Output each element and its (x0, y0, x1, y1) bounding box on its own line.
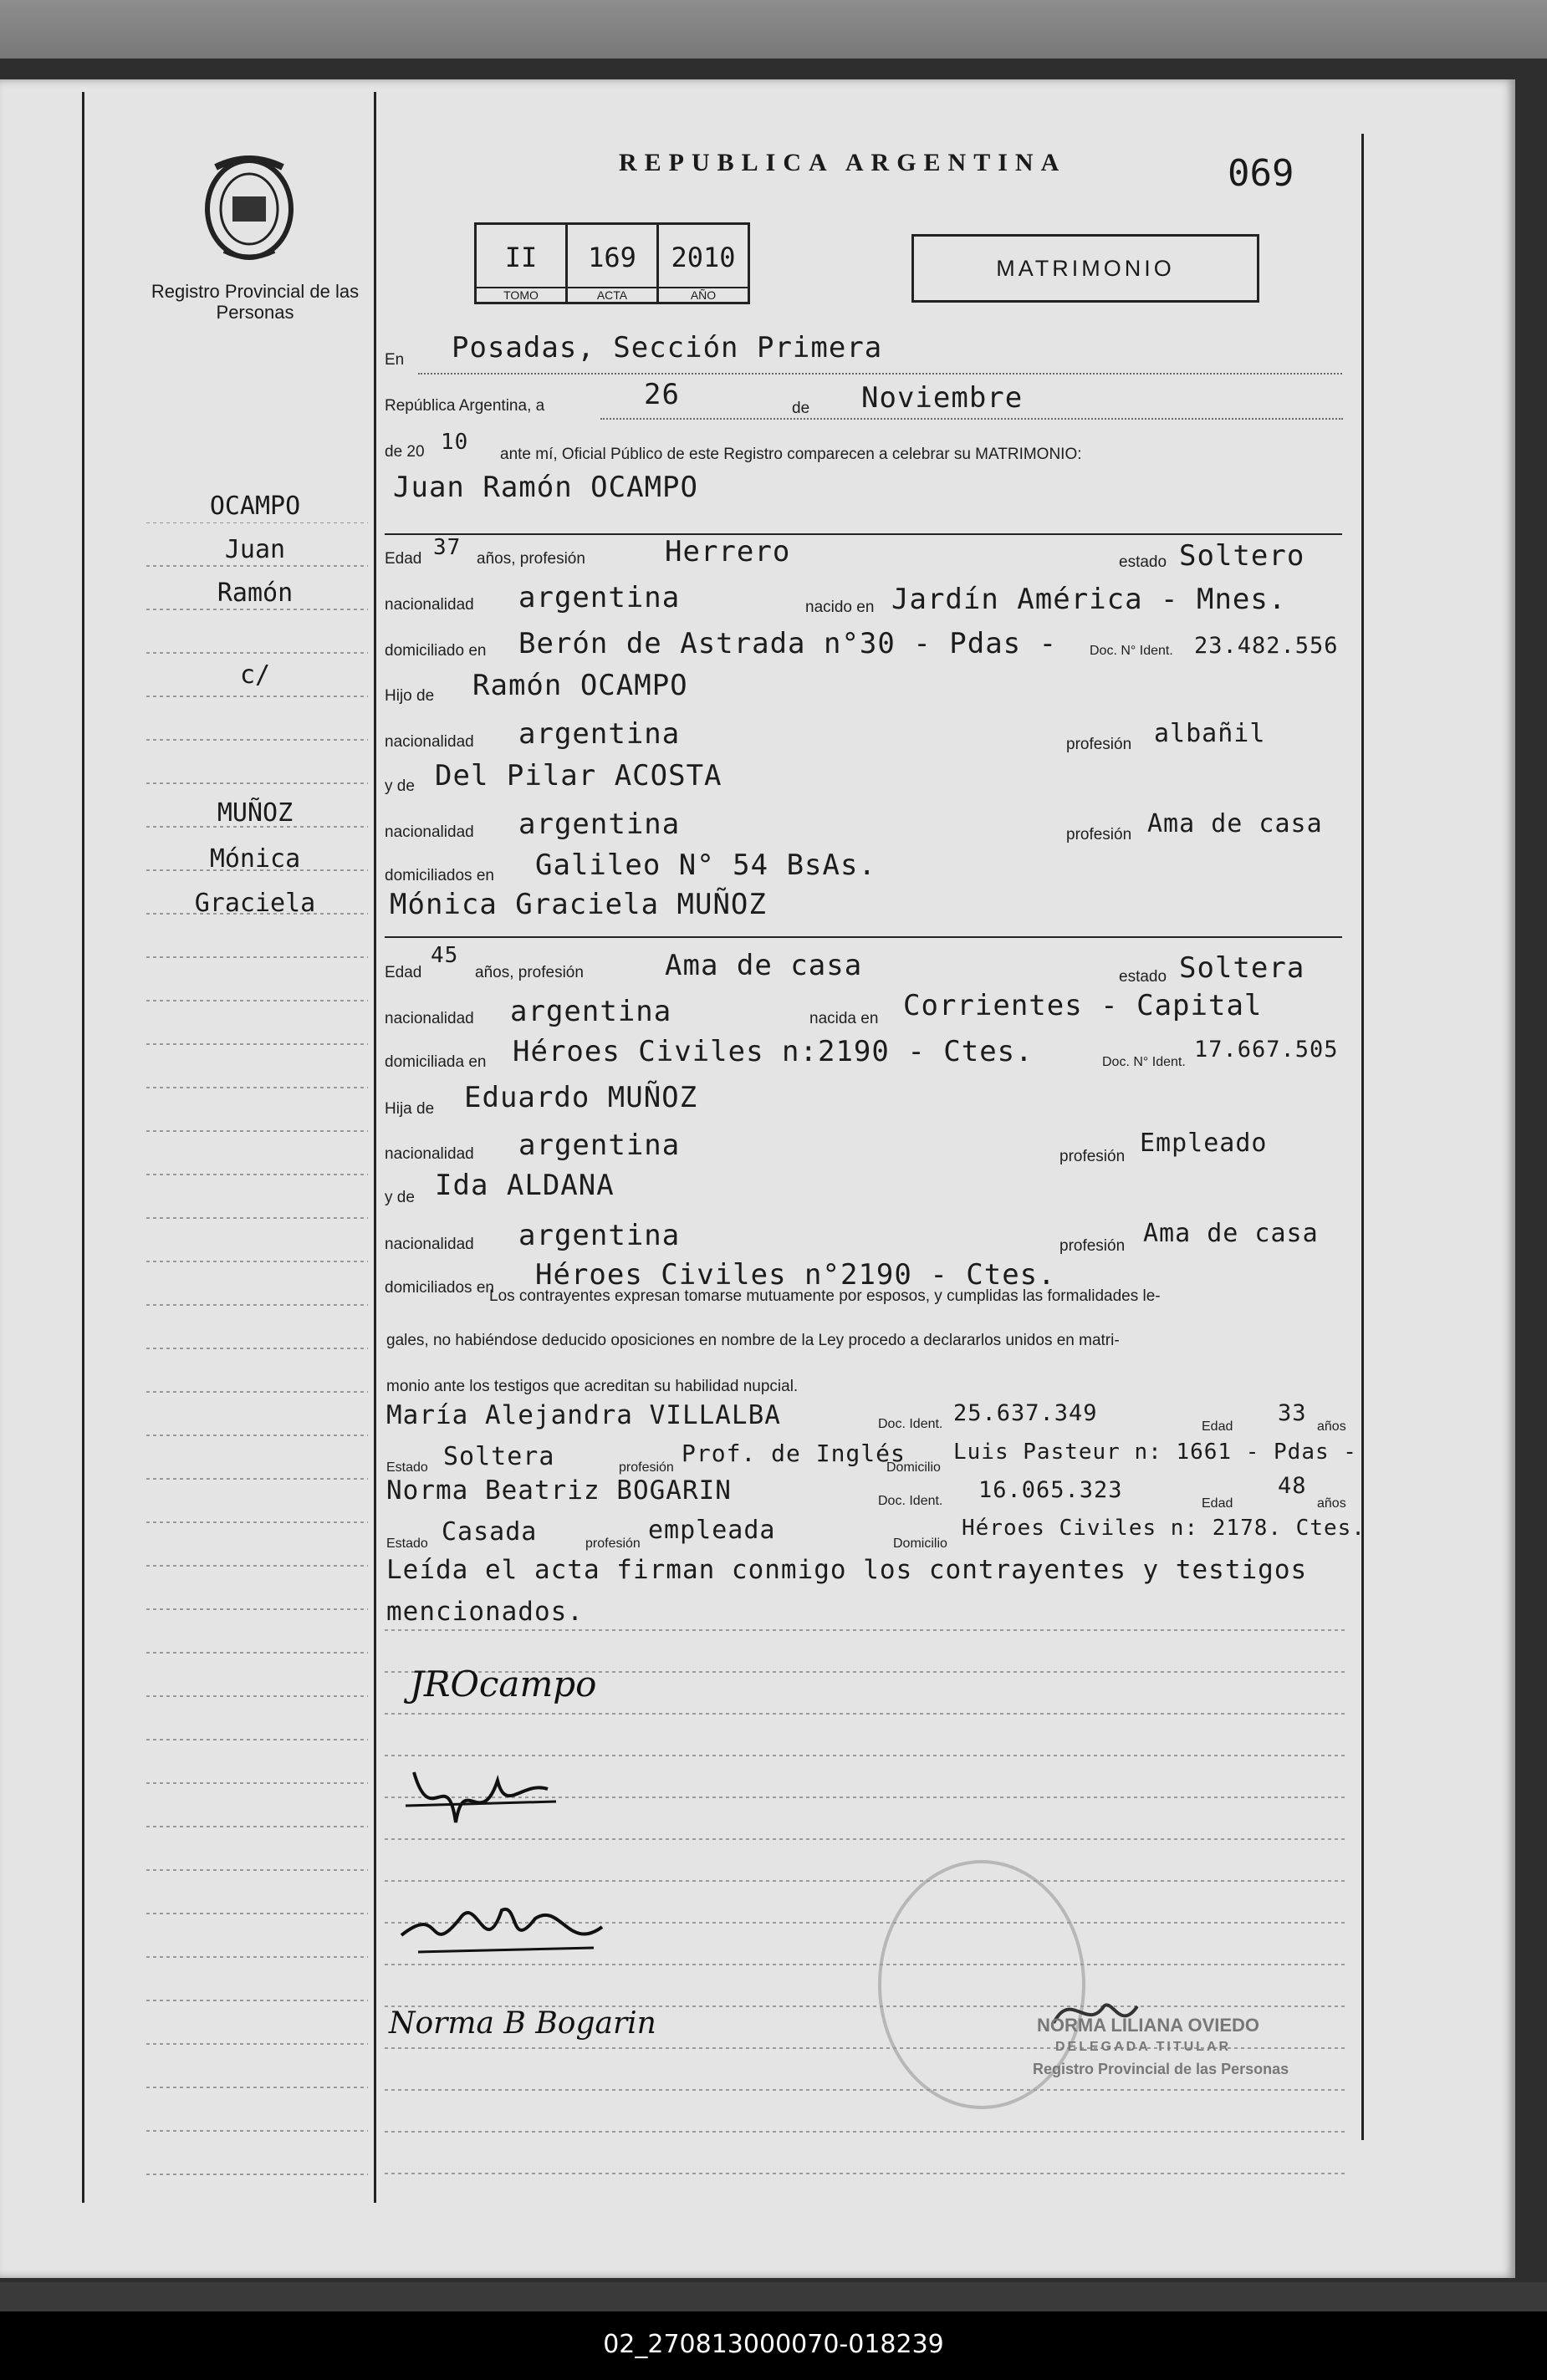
groom-profesion-label: años, profesión (477, 550, 585, 568)
signature-witness-villalba (393, 1877, 619, 1977)
declaration-line-3: monio ante los testigos que acreditan su habilidad nupcial. (386, 1378, 799, 1395)
declaration-line-1: Los contrayentes expresan tomarse mutuamente por esposos, y cumplidas las formalidades le- (489, 1287, 1161, 1305)
groom-domicilio: Berón de Astrada n°30 - Pdas - (518, 627, 1058, 660)
place-line (418, 373, 1342, 375)
closing-line-1: Leída el acta firman conmigo los contrayentes y testigos (386, 1555, 1308, 1585)
groom-padres-dom-label: domiciliados en (385, 867, 494, 884)
bride-father: Eduardo MUÑOZ (464, 1081, 698, 1114)
groom-father-nac-label: nacionalidad (385, 733, 474, 751)
country-title: REPUBLICA ARGENTINA (619, 149, 1067, 176)
margin-name-groom-2: Ramón (217, 578, 294, 608)
month-value: Noviembre (861, 381, 1024, 415)
witness1-edad-label: Edad (1202, 1419, 1233, 1434)
bride-edad: 45 (431, 943, 459, 968)
groom-nacido-label: nacido en (805, 599, 875, 616)
witness2-estado-label: Estado (386, 1537, 428, 1551)
groom-edad: 37 (433, 535, 462, 560)
date-line (600, 418, 1343, 420)
signature-groom: JROcampo (410, 1664, 597, 1705)
witness2-domicilio: Héroes Civiles n: 2178. Ctes. (962, 1516, 1366, 1541)
anio-label: AÑO (659, 287, 748, 302)
anio-cell (656, 222, 750, 304)
witness2-anios-label: años (1317, 1496, 1346, 1511)
declaration-line-2: gales, no habiéndose deducido oposiciones en nombre de la Ley procedo a declararlos unidos en matri- (386, 1332, 1120, 1349)
groom-mother-nac: argentina (518, 808, 681, 841)
bride-father-nac-label: nacionalidad (385, 1145, 474, 1163)
closing-line-2: mencionados. (386, 1597, 584, 1627)
bride-nacida-label: nacida en (809, 1010, 879, 1027)
groom-dom-label: domiciliado en (385, 642, 487, 660)
witness1-dom-label: Domicilio (886, 1460, 941, 1475)
acta-value: 169 (588, 242, 636, 273)
witness2-profesion-label: profesión (585, 1537, 641, 1551)
stamp-official-name: NORMA LILIANA OVIEDO (1037, 2015, 1260, 2036)
signature-bride (397, 1756, 564, 1847)
bride-father-nac: argentina (518, 1129, 681, 1162)
groom-padres-dom: Galileo N° 54 BsAs. (535, 849, 876, 882)
anio-value: 2010 (671, 242, 736, 273)
groom-edad-label: Edad (385, 550, 422, 568)
groom-nac-label: nacionalidad (385, 596, 474, 614)
witness2-edad-label: Edad (1202, 1496, 1233, 1511)
bride-edad-label: Edad (385, 964, 422, 981)
witness2-profesion: empleada (648, 1516, 776, 1545)
bride-father-prof: Empleado (1140, 1129, 1268, 1158)
bride-nacionalidad: argentina (510, 995, 672, 1028)
witness1-estado: Soltera (443, 1442, 555, 1471)
groom-nacido: Jardín América - Mnes. (891, 583, 1287, 616)
bride-estado: Soltera (1179, 951, 1305, 985)
bride-nacida: Corrientes - Capital (903, 989, 1263, 1022)
bride-dom-label: domiciliada en (385, 1053, 487, 1071)
groom-mother: Del Pilar ACOSTA (435, 759, 722, 792)
tomo-cell (474, 222, 565, 304)
margin-connector: c/ (239, 660, 271, 690)
folio-number: 069 (1228, 152, 1294, 195)
bride-separator (385, 936, 1342, 938)
bride-mother-nac: argentina (518, 1219, 681, 1252)
acta-cell (565, 222, 656, 304)
groom-profesion: Herrero (665, 535, 791, 568)
tomo-label: TOMO (477, 287, 565, 302)
witness1-profesion-label: profesión (619, 1460, 674, 1475)
right-border-line (1361, 134, 1364, 2140)
witness1-edad: 33 (1278, 1400, 1307, 1426)
bride-domicilio: Héroes Civiles n:2190 - Ctes. (513, 1035, 1034, 1068)
bride-nac-label: nacionalidad (385, 1010, 474, 1027)
de-label: de (792, 400, 810, 417)
witness2-edad: 48 (1278, 1473, 1307, 1499)
acta-label: ACTA (568, 287, 656, 302)
groom-mother-prof-label: profesión (1066, 826, 1132, 843)
groom-estado: Soltero (1179, 539, 1305, 573)
groom-mother-prof: Ama de casa (1147, 809, 1323, 838)
bride-father-prof-label: profesión (1059, 1148, 1126, 1165)
bride-name: Mónica Graciela MUÑOZ (390, 888, 767, 921)
witness1-profesion: Prof. de Inglés (682, 1440, 906, 1467)
bride-mother-prof-label: profesión (1059, 1237, 1126, 1255)
bride-yde-label: y de (385, 1189, 415, 1206)
witness2-doc: 16.065.323 (978, 1477, 1123, 1503)
stamp-official-office: Registro Provincial de las Personas (1033, 2061, 1289, 2077)
intro-statement: ante mí, Oficial Público de este Registro comparecen a celebrar su MATRIMONIO: (500, 446, 1082, 463)
day-value: 26 (644, 378, 680, 411)
groom-hijo-label: Hijo de (385, 687, 435, 705)
margin-surname-groom: OCAMPO (209, 492, 301, 521)
witness2-doc-label: Doc. Ident. (878, 1494, 943, 1508)
bride-mother: Ida ALDANA (435, 1169, 615, 1202)
witness1-name: María Alejandra VILLALBA (386, 1400, 781, 1430)
witness1-domicilio: Luis Pasteur n: 1661 - Pdas - (953, 1440, 1357, 1465)
groom-doc: 23.482.556 (1194, 633, 1339, 659)
image-id-label: 02_270813000070-018239 (603, 2330, 944, 2359)
tomo-value: II (504, 242, 538, 273)
province-seal-logo (191, 150, 308, 263)
groom-father-prof: albañil (1154, 719, 1266, 748)
witness1-anios-label: años (1317, 1419, 1346, 1434)
republica-label: República Argentina, a (385, 397, 545, 415)
groom-yde-label: y de (385, 777, 415, 795)
en-label: En (385, 351, 405, 369)
column-divider-line (374, 92, 376, 2203)
margin-name-bride-1: Mónica (209, 844, 301, 874)
bride-padres-dom: Héroes Civiles n°2190 - Ctes. (535, 1258, 1056, 1292)
groom-nacionalidad: argentina (518, 581, 681, 614)
left-border-line (82, 92, 84, 2203)
margin-name-groom-1: Juan (224, 535, 286, 564)
record-type-box: MATRIMONIO (911, 234, 1259, 303)
stamp-official-title: DELEGADA TITULAR (1055, 2040, 1232, 2054)
bride-estado-label: estado (1119, 968, 1167, 986)
margin-name-bride-2: Graciela (194, 889, 316, 918)
year-prefix: de 20 (385, 443, 425, 461)
margin-surname-bride: MUÑOZ (217, 798, 294, 828)
witness1-doc: 25.637.349 (953, 1400, 1098, 1426)
groom-doc-label: Doc. N° Ident. (1090, 644, 1173, 658)
witness1-estado-label: Estado (386, 1460, 428, 1475)
bride-profesion: Ama de casa (665, 949, 863, 982)
year-suffix: 10 (441, 430, 469, 455)
bride-mother-nac-label: nacionalidad (385, 1236, 474, 1253)
groom-estado-label: estado (1119, 553, 1167, 571)
groom-name: Juan Ramón OCAMPO (393, 471, 698, 504)
witness2-name: Norma Beatriz BOGARIN (386, 1475, 732, 1506)
bride-padres-dom-label: domiciliados en (385, 1279, 494, 1297)
bride-doc: 17.667.505 (1194, 1037, 1339, 1063)
signature-witness-bogarin: Norma B Bogarin (389, 2006, 656, 2041)
bride-hija-label: Hija de (385, 1100, 435, 1118)
witness2-estado: Casada (442, 1517, 538, 1547)
groom-separator (385, 533, 1342, 535)
place-value: Posadas, Sección Primera (452, 331, 883, 364)
witness2-dom-label: Domicilio (893, 1537, 947, 1551)
groom-father-prof-label: profesión (1066, 736, 1132, 753)
witness1-doc-label: Doc. Ident. (878, 1417, 943, 1431)
bride-profesion-label: años, profesión (475, 964, 584, 981)
bride-mother-prof: Ama de casa (1143, 1219, 1319, 1248)
bride-doc-label: Doc. N° Ident. (1102, 1055, 1186, 1069)
groom-father: Ramón OCAMPO (472, 669, 688, 702)
registry-name: Registro Provincial de las Personas (151, 281, 360, 323)
groom-mother-nac-label: nacionalidad (385, 823, 474, 841)
margin-ruled-lines (146, 522, 368, 2194)
groom-father-nac: argentina (518, 717, 681, 751)
